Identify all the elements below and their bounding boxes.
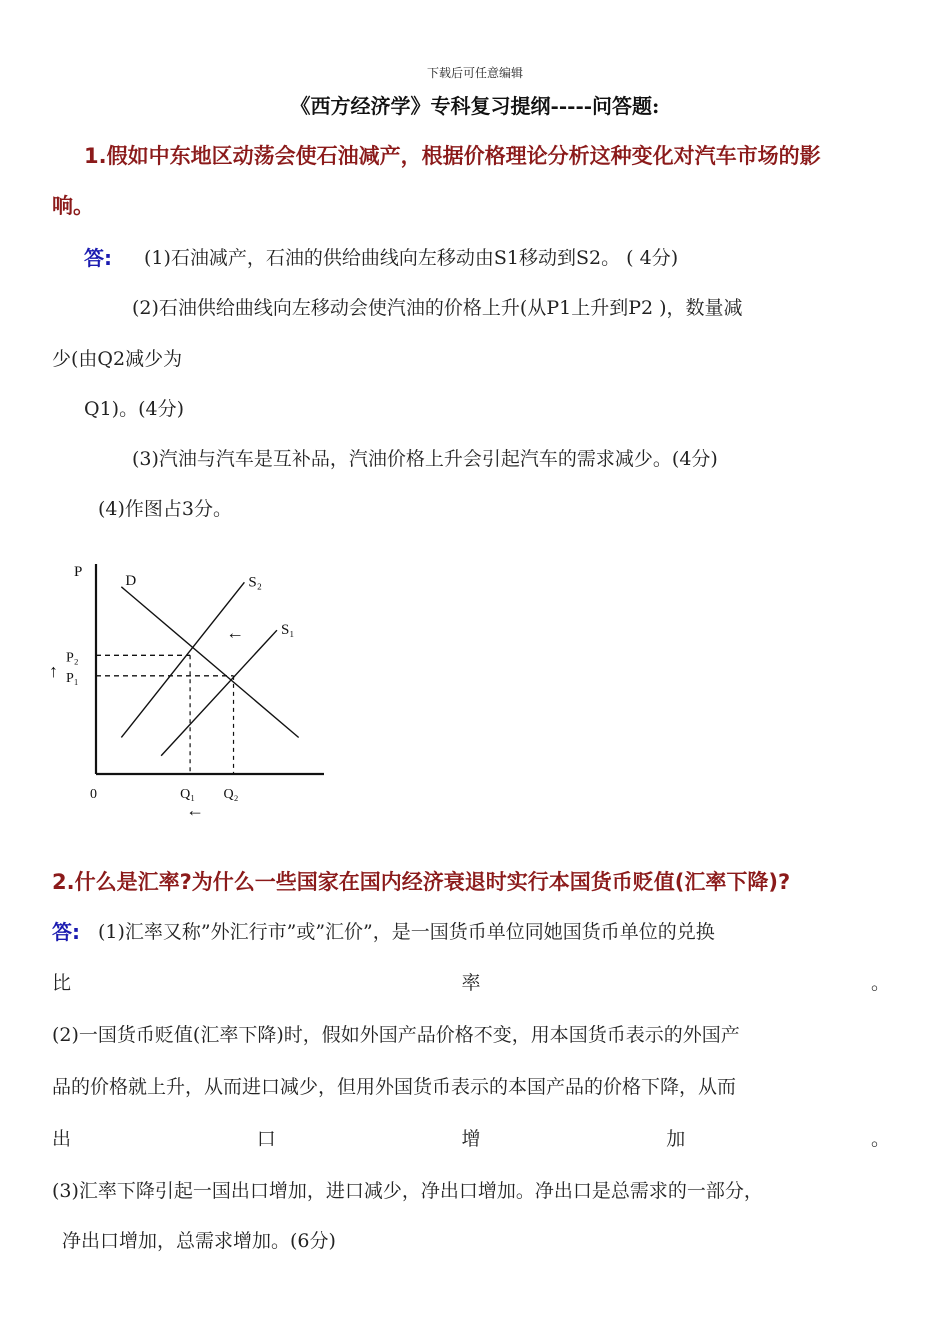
curve-s: [161, 630, 277, 756]
origin-label: 0: [90, 787, 97, 802]
spread-char: 。: [870, 972, 890, 994]
answer-2-point-2-line3: [52, 1124, 890, 1151]
quantity-label: Q₂: [223, 787, 239, 802]
price-rise-arrow: ↑: [49, 661, 58, 681]
answer-2-point-3-line2: 净出口增加，总需求增加。(6分): [62, 1230, 336, 1252]
question-1-line1: 1.假如中东地区动荡会使石油减产，根据价格理论分析这种变化对汽车市场的影: [84, 144, 821, 168]
spread-char: 比: [52, 972, 72, 994]
curve-d: [121, 587, 298, 738]
question-2: 2.什么是汇率?为什么一些国家在国内经济衰退时实行本国货币贬值(汇率下降)?: [52, 870, 791, 894]
spread-char: 。: [870, 1128, 890, 1150]
curve-label-s1: S₁: [280, 622, 295, 639]
answer-1-point-1: (1)石油减产，石油的供给曲线向左移动由S1移动到S2。 ( 4分): [144, 247, 679, 269]
price-label: P₂: [66, 650, 79, 666]
answer-1-point-4: (4)作图占3分。: [98, 498, 233, 520]
spread-char: 口: [256, 1128, 276, 1150]
supply-demand-chart: [40, 548, 340, 824]
answer-2-point-1-line2: [52, 968, 890, 995]
spread-char: 加: [666, 1128, 686, 1150]
answer-1-point-2-line1: (2)石油供给曲线向左移动会使汽油的价格上升(从P1上升到P2 )，数量减: [132, 297, 743, 319]
answer-1-point-2-line2: 少(由Q2减少为: [52, 348, 183, 370]
curve-label-d: D: [125, 572, 137, 589]
answer-2-point-3-line1: (3)汇率下降引起一国出口增加，进口减少，净出口增加。净出口是总需求的一部分，: [52, 1180, 763, 1202]
answer-1-label: 答:: [84, 246, 112, 270]
answer-2-point-1-line1: (1)汇率又称”外汇行市”或”汇价”，是一国货币单位同她国货币单位的兑换: [98, 921, 715, 943]
curve-label-s2: S₂: [248, 574, 262, 591]
answer-1-point-3: (3)汽油与汽车是互补品，汽油价格上升会引起汽车的需求减少。(4分): [132, 448, 718, 470]
quantity-decrease-arrow: ←: [186, 800, 205, 820]
answer-2-point-2-line2: 品的价格就上升，从而进口减少，但用外国货币表示的本国产品的价格下降，从而: [52, 1076, 737, 1098]
quantity-label: Q₁: [180, 787, 196, 802]
answer-2-label: 答:: [52, 920, 80, 944]
spread-char: 增: [461, 1128, 481, 1150]
curve-s: [121, 582, 244, 737]
spread-char: 出: [52, 1128, 72, 1150]
y-axis-label: P: [74, 564, 83, 580]
header-note: 下载后可任意编辑: [426, 66, 523, 80]
document-title: 《西方经济学》专科复习提纲-----问答题:: [290, 94, 660, 118]
answer-2-point-2-line1: (2)一国货币贬值(汇率下降)时，假如外国产品价格不变，用本国货币表示的外国产: [52, 1024, 740, 1046]
answer-1-point-2-line3: Q1)。(4分): [84, 398, 184, 420]
spread-char: 率: [461, 972, 481, 994]
supply-shift-arrow: ←: [226, 622, 245, 643]
price-label: P₁: [66, 670, 79, 686]
question-1-line2: 响。: [52, 194, 94, 218]
